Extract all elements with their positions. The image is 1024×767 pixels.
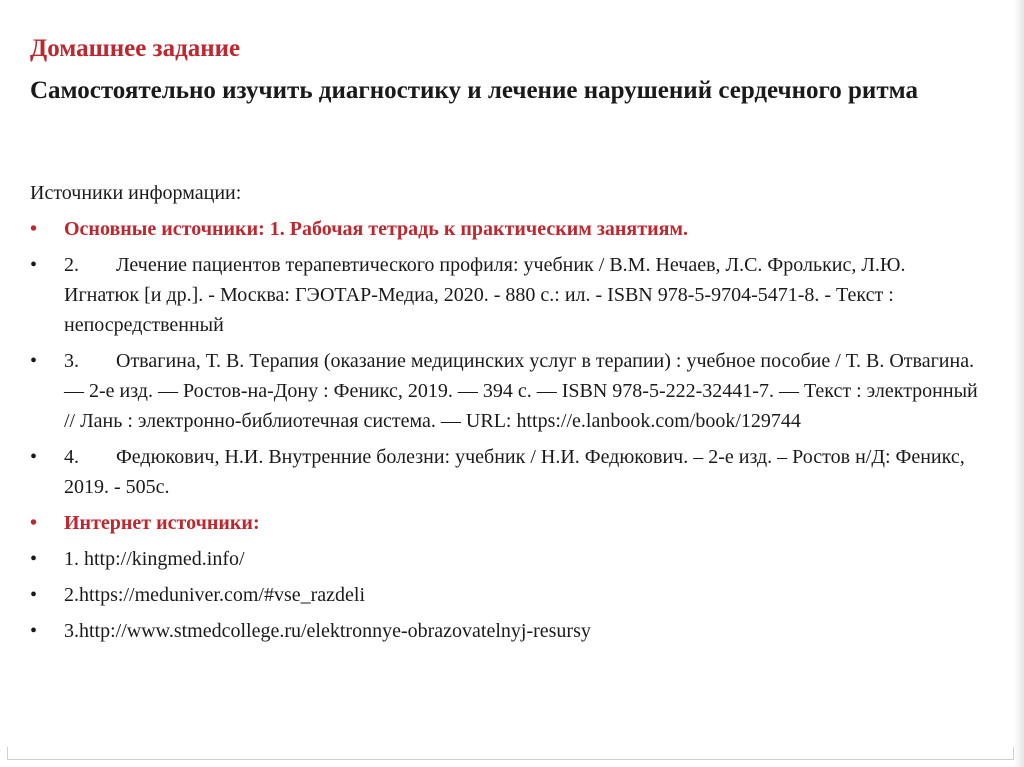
list-item-source-3 [30, 346, 980, 436]
slide-subtitle: Самостоятельно изучить диагностику и лечение нарушений сердечного ритма [30, 77, 918, 104]
bullet-icon: • [30, 512, 38, 534]
list-item-internet-sources [30, 508, 980, 538]
slide-title: Домашнее задание [30, 35, 241, 62]
list-item-source-2 [30, 250, 980, 340]
list-item-link-3 [30, 616, 980, 646]
list-item-link-2 [30, 580, 980, 610]
slide-frame-border [7, 747, 1014, 760]
item-number: 2. [64, 254, 79, 276]
list-item-link-1 [30, 544, 980, 574]
item-text: Интернет источники: [64, 512, 260, 534]
list-item-source-4 [30, 442, 980, 502]
item-text: Отвагина, Т. В. Терапия (оказание медицинских услуг в терапии) : учебное пособие / Т. В. Отвагина. — 2-е изд. — Ростов-на-Дону : Феникс, 2019. — 394 с. — ISBN 978-5-222-32441-7. — Текст : электронный // Лань : электронно-библиотечная система. — URL: https://e.lanbook.com/book/129744 [64, 350, 978, 432]
bullet-icon: • [30, 446, 38, 468]
item-number: 3. [64, 350, 79, 372]
link-text[interactable]: 3.http://www.stmedcollege.ru/elektronnye-obrazovatelnyj-resursy [64, 620, 591, 642]
link-text[interactable]: 2.https://meduniver.com/#vse_razdeli [64, 584, 366, 606]
list-item-main-sources [30, 214, 980, 244]
bullet-icon: • [30, 584, 38, 606]
sources-label: Источники информации: [30, 182, 242, 204]
item-number: 4. [64, 446, 79, 468]
bullet-icon: • [30, 218, 38, 240]
item-text: Федюкович, Н.И. Внутренние болезни: учебник / Н.И. Федюкович. – 2-е изд. – Ростов н/Д: Феникс, 2019. - 505с. [64, 446, 965, 498]
sources-list [30, 214, 980, 652]
bullet-icon: • [30, 254, 38, 276]
bullet-icon: • [30, 548, 38, 570]
item-text: Основные источники: 1. Рабочая тетрадь к практическим занятиям. [64, 218, 689, 240]
bullet-icon: • [30, 620, 38, 642]
bullet-icon: • [30, 350, 38, 372]
link-text[interactable]: 1. http://kingmed.info/ [64, 548, 245, 570]
item-text: Лечение пациентов терапевтического профиля: учебник / В.М. Нечаев, Л.С. Фролькис, Л.Ю. Игнатюк [и др.]. - Москва: ГЭОТАР-Медиа, 2020. - 880 с.: ил. - ISBN 978-5-9704-5471-8. - Текст : непосредственный [64, 254, 906, 336]
